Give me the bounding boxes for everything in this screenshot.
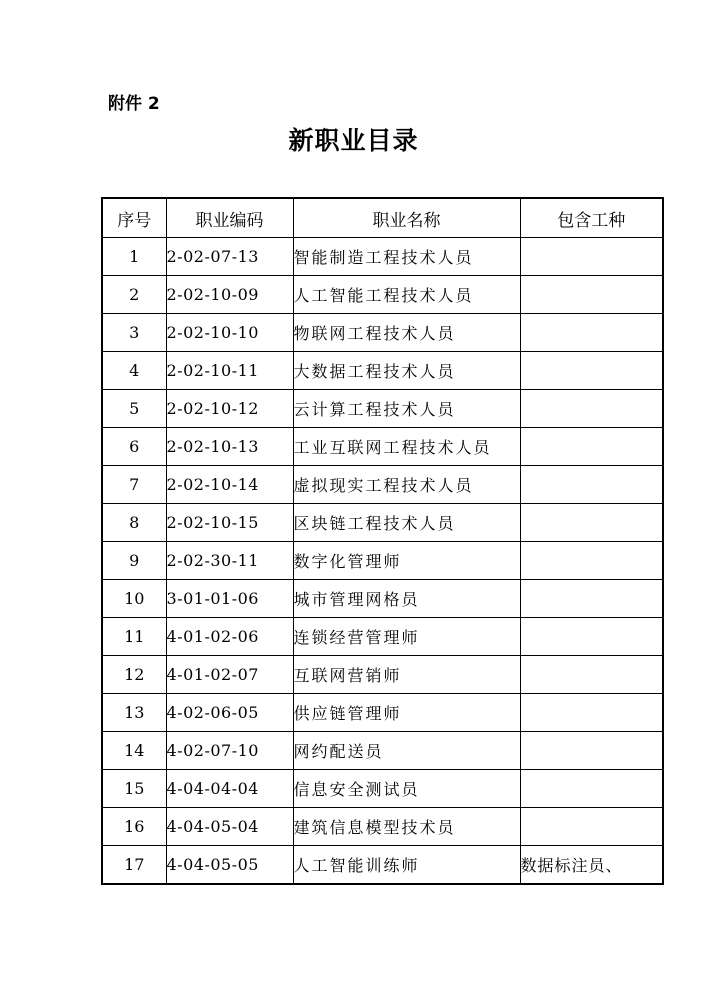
attachment-label: 附件 2 — [108, 94, 160, 114]
cell-occupation-name: 虚拟现实工程技术人员 — [293, 466, 520, 504]
table-row — [102, 694, 663, 732]
header-occupation-name: 职业名称 — [293, 198, 520, 238]
cell-included-types — [520, 238, 663, 276]
cell-included-types — [520, 732, 663, 770]
cell-occupation-code: 2-02-10-09 — [166, 276, 293, 314]
cell-occupation-code: 2-02-07-13 — [166, 238, 293, 276]
cell-occupation-name: 城市管理网格员 — [293, 580, 520, 618]
cell-occupation-name: 数字化管理师 — [293, 542, 520, 580]
cell-occupation-code: 2-02-10-15 — [166, 504, 293, 542]
cell-occupation-code: 3-01-01-06 — [166, 580, 293, 618]
cell-occupation-name: 供应链管理师 — [293, 694, 520, 732]
cell-included-types — [520, 276, 663, 314]
cell-serial-no: 9 — [102, 542, 166, 580]
cell-occupation-name: 智能制造工程技术人员 — [293, 238, 520, 276]
cell-serial-no: 8 — [102, 504, 166, 542]
cell-serial-no: 7 — [102, 466, 166, 504]
cell-occupation-name: 大数据工程技术人员 — [293, 352, 520, 390]
cell-occupation-code: 4-02-06-05 — [166, 694, 293, 732]
header-serial-no: 序号 — [102, 198, 166, 238]
cell-included-types — [520, 656, 663, 694]
cell-occupation-code: 4-04-05-04 — [166, 808, 293, 846]
cell-included-types — [520, 314, 663, 352]
cell-occupation-name: 人工智能工程技术人员 — [293, 276, 520, 314]
cell-serial-no: 15 — [102, 770, 166, 808]
occupation-table — [101, 197, 664, 885]
table-row — [102, 466, 663, 504]
cell-occupation-code: 2-02-10-14 — [166, 466, 293, 504]
page-title: 新职业目录 — [288, 126, 419, 155]
table-body — [102, 238, 663, 885]
cell-serial-no: 1 — [102, 238, 166, 276]
cell-included-types — [520, 352, 663, 390]
header-included-types: 包含工种 — [520, 198, 663, 238]
table-row — [102, 428, 663, 466]
cell-included-types — [520, 770, 663, 808]
cell-occupation-name: 工业互联网工程技术人员 — [293, 428, 520, 466]
cell-occupation-name: 连锁经营管理师 — [293, 618, 520, 656]
cell-occupation-code: 2-02-10-13 — [166, 428, 293, 466]
table-row — [102, 542, 663, 580]
table-row — [102, 352, 663, 390]
cell-serial-no: 12 — [102, 656, 166, 694]
table-row — [102, 656, 663, 694]
cell-serial-no: 6 — [102, 428, 166, 466]
cell-occupation-code: 2-02-10-10 — [166, 314, 293, 352]
cell-serial-no: 13 — [102, 694, 166, 732]
table-row — [102, 504, 663, 542]
header-occupation-code: 职业编码 — [166, 198, 293, 238]
cell-serial-no: 14 — [102, 732, 166, 770]
cell-occupation-name: 网约配送员 — [293, 732, 520, 770]
table-row — [102, 770, 663, 808]
cell-occupation-name: 信息安全测试员 — [293, 770, 520, 808]
cell-included-types — [520, 428, 663, 466]
cell-occupation-code: 4-01-02-06 — [166, 618, 293, 656]
table-row — [102, 314, 663, 352]
cell-included-types — [520, 504, 663, 542]
cell-included-types — [520, 580, 663, 618]
cell-included-types: 数据标注员、 — [520, 846, 663, 885]
cell-included-types — [520, 618, 663, 656]
cell-included-types — [520, 390, 663, 428]
cell-serial-no: 11 — [102, 618, 166, 656]
cell-occupation-name: 云计算工程技术人员 — [293, 390, 520, 428]
table-row — [102, 580, 663, 618]
cell-serial-no: 17 — [102, 846, 166, 885]
cell-serial-no: 5 — [102, 390, 166, 428]
table-row — [102, 846, 663, 885]
table-row — [102, 732, 663, 770]
table-row — [102, 808, 663, 846]
table-header-row — [102, 198, 663, 238]
cell-included-types — [520, 808, 663, 846]
cell-serial-no: 3 — [102, 314, 166, 352]
cell-occupation-name: 建筑信息模型技术员 — [293, 808, 520, 846]
cell-occupation-name: 区块链工程技术人员 — [293, 504, 520, 542]
cell-included-types — [520, 466, 663, 504]
cell-occupation-name: 人工智能训练师 — [293, 846, 520, 885]
cell-occupation-code: 2-02-30-11 — [166, 542, 293, 580]
table-row — [102, 390, 663, 428]
cell-occupation-name: 物联网工程技术人员 — [293, 314, 520, 352]
cell-occupation-code: 4-02-07-10 — [166, 732, 293, 770]
cell-occupation-code: 4-04-04-04 — [166, 770, 293, 808]
table-row — [102, 618, 663, 656]
cell-serial-no: 16 — [102, 808, 166, 846]
table-row — [102, 276, 663, 314]
cell-occupation-code: 2-02-10-11 — [166, 352, 293, 390]
cell-occupation-code: 4-04-05-05 — [166, 846, 293, 885]
cell-serial-no: 2 — [102, 276, 166, 314]
cell-occupation-code: 2-02-10-12 — [166, 390, 293, 428]
cell-serial-no: 10 — [102, 580, 166, 618]
cell-serial-no: 4 — [102, 352, 166, 390]
cell-occupation-code: 4-01-02-07 — [166, 656, 293, 694]
table-row — [102, 238, 663, 276]
cell-included-types — [520, 694, 663, 732]
cell-occupation-name: 互联网营销师 — [293, 656, 520, 694]
cell-included-types — [520, 542, 663, 580]
